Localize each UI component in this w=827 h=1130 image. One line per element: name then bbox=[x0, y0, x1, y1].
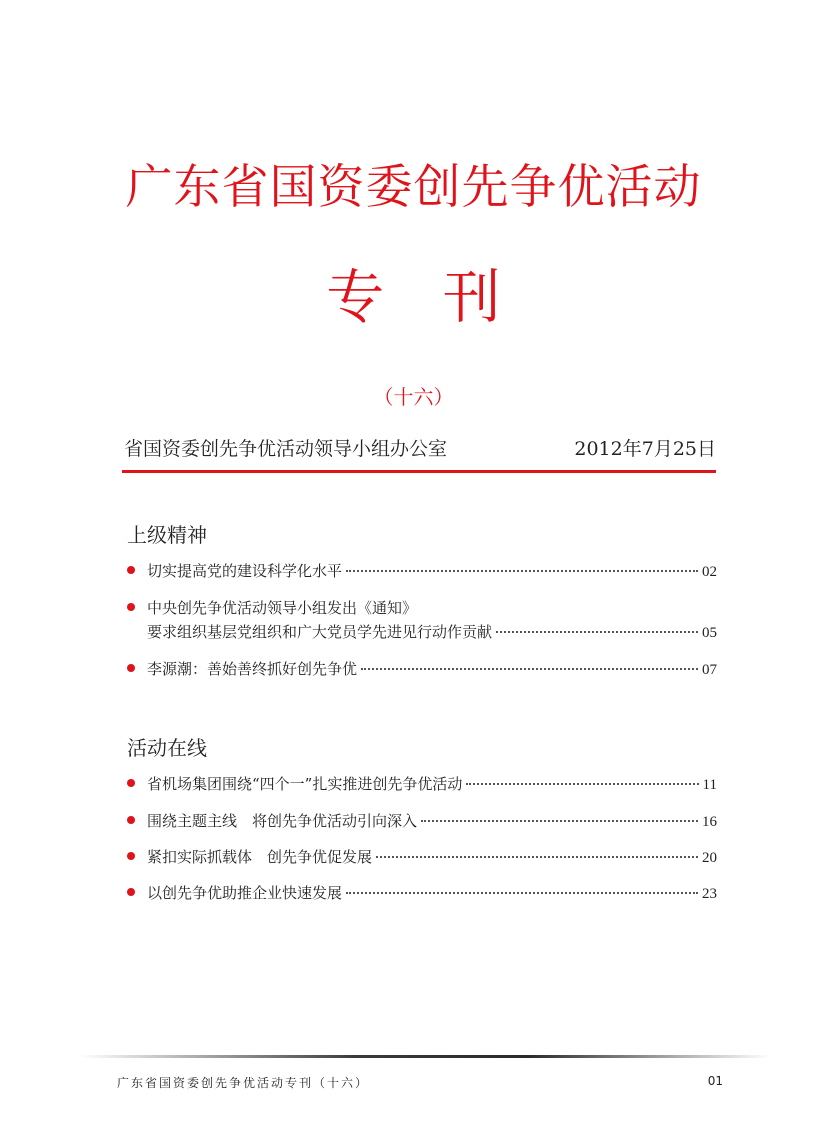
toc-page-number: 11 bbox=[702, 777, 717, 793]
toc-entry-text-continued: 要求组织基层党组织和广大党员学先进见行动作贡献 bbox=[147, 623, 493, 641]
bullet-icon bbox=[127, 603, 135, 611]
issue-date: 2012年7月25日 bbox=[574, 438, 716, 460]
toc-entry-text: 切实提高党的建设科学化水平 bbox=[147, 562, 343, 580]
header-divider bbox=[122, 470, 716, 473]
toc-entry-text: 省机场集团围绕“四个一”扎实推进创先争优活动 bbox=[147, 775, 463, 793]
section-title-superior-spirit: 上级精神 bbox=[127, 523, 207, 547]
toc-entry[interactable] bbox=[127, 811, 717, 832]
toc-page-number: 20 bbox=[702, 850, 717, 866]
footer-divider bbox=[80, 1055, 770, 1058]
toc-page-number: 16 bbox=[702, 814, 717, 830]
dot-leader bbox=[421, 820, 698, 822]
bullet-icon bbox=[127, 566, 135, 574]
toc-page-number: 02 bbox=[702, 564, 717, 580]
footer-running-title: 广东省国资委创先争优活动专刊（十六） bbox=[117, 1076, 370, 1090]
toc-entry-text: 中央创先争优活动领导小组发出《通知》 bbox=[147, 599, 418, 617]
bullet-icon bbox=[127, 779, 135, 787]
dot-leader bbox=[376, 856, 698, 858]
dot-leader bbox=[346, 892, 698, 894]
dot-leader bbox=[466, 783, 698, 785]
toc-page-number: 23 bbox=[702, 886, 717, 902]
issuing-office: 省国资委创先争优活动领导小组办公室 bbox=[124, 438, 448, 460]
toc-entry-text: 紧扣实际抓载体 创先争优促发展 bbox=[147, 848, 373, 866]
toc-entry[interactable] bbox=[127, 774, 717, 795]
dot-leader bbox=[361, 668, 698, 670]
toc-entry-text: 围绕主题主线 将创先争优活动引向深入 bbox=[147, 812, 418, 830]
footer-page-number: 01 bbox=[707, 1074, 723, 1088]
toc-entry-text: 李源潮：善始善终抓好创先争优 bbox=[147, 660, 358, 678]
toc-page-number: 05 bbox=[702, 625, 717, 641]
toc-entry[interactable] bbox=[127, 847, 717, 868]
toc-entry-text: 以创先争优助推企业快速发展 bbox=[147, 884, 343, 902]
section-title-activities-online: 活动在线 bbox=[127, 736, 207, 760]
publication-subtitle: 专 刊 bbox=[326, 263, 501, 331]
publication-title: 广东省国资委创先争优活动 bbox=[125, 160, 702, 215]
issue-number: （十六） bbox=[373, 385, 454, 409]
bullet-icon bbox=[127, 664, 135, 672]
bullet-icon bbox=[127, 888, 135, 896]
dot-leader bbox=[346, 570, 698, 572]
toc-page-number: 07 bbox=[702, 662, 717, 678]
toc-entry[interactable] bbox=[127, 883, 717, 904]
toc-entry[interactable] bbox=[127, 659, 717, 680]
toc-entry[interactable] bbox=[127, 561, 717, 582]
bullet-icon bbox=[127, 852, 135, 860]
bullet-icon bbox=[127, 816, 135, 824]
toc-entry[interactable] bbox=[127, 598, 717, 643]
dot-leader bbox=[496, 631, 698, 633]
